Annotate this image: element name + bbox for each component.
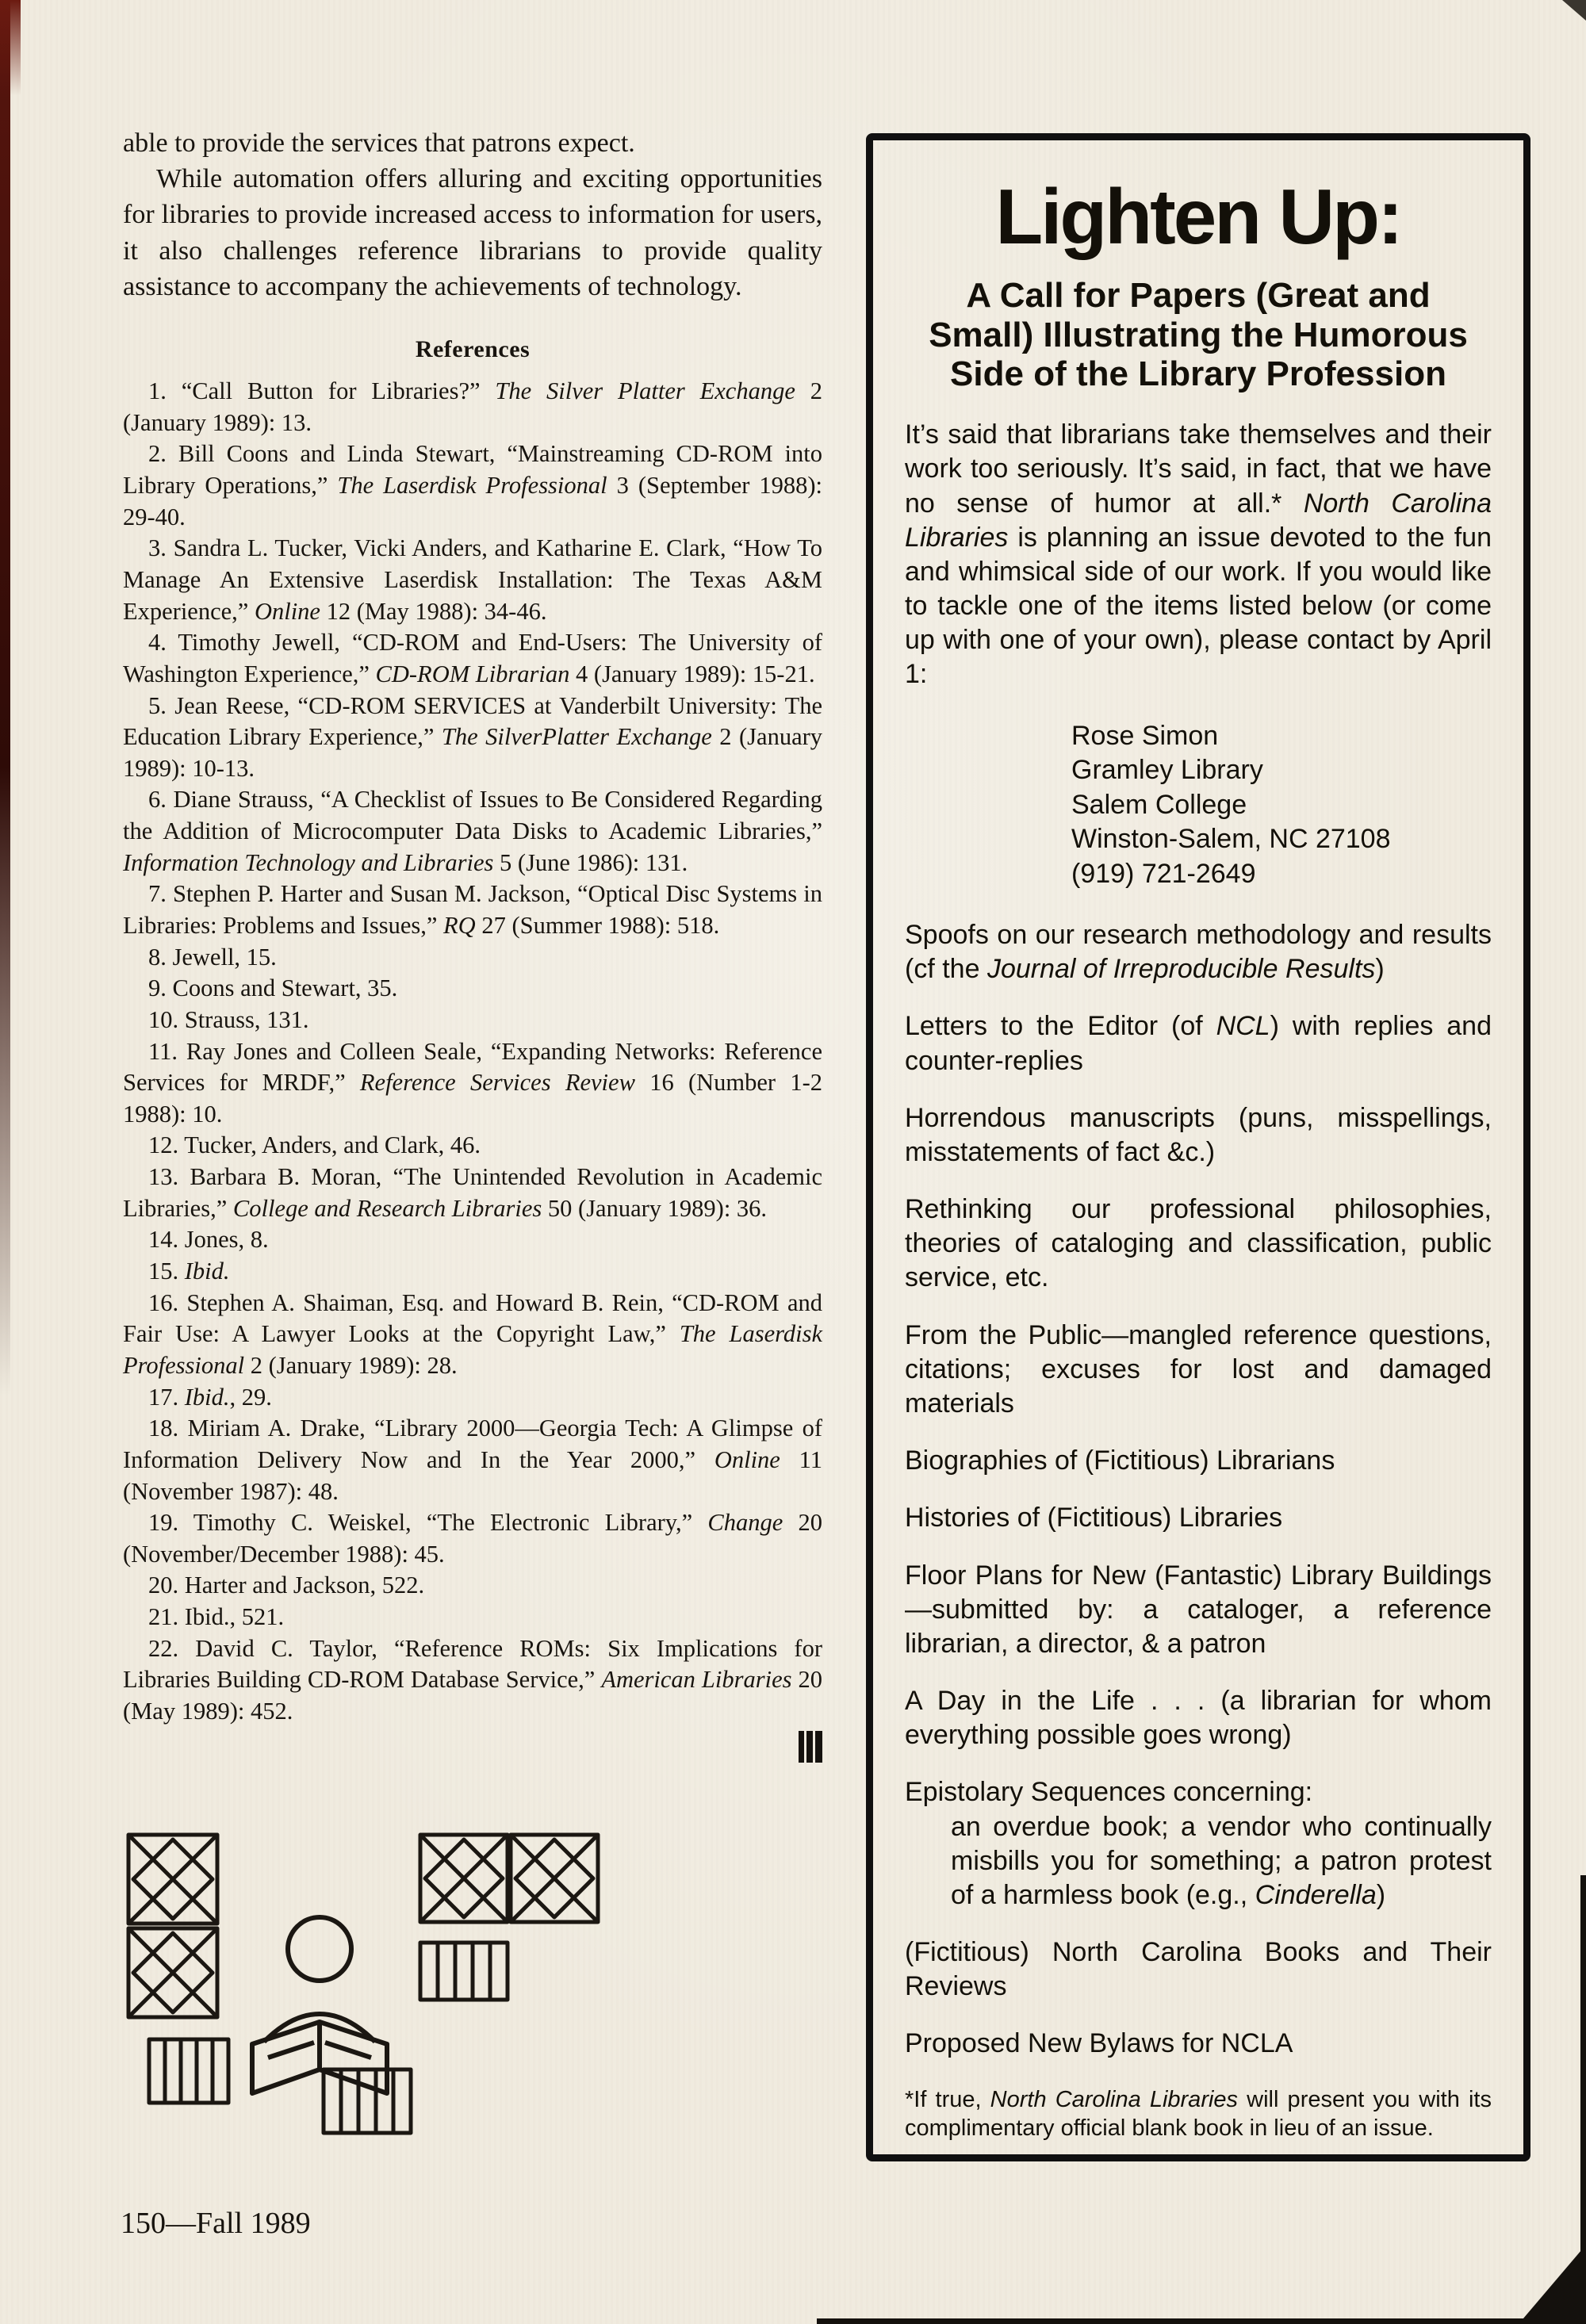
ad-subtitle: A Call for Papers (Great and Small) Illustrating the Humorous Side of the Library Profession	[929, 276, 1468, 394]
ad-contact-line: (919) 721-2649	[1071, 858, 1256, 889]
call-for-papers-box	[866, 133, 1530, 2161]
ad-footnote: *If true, North Carolina Libraries will present you with its complimentary official blank book in lieu of an issue.	[905, 2086, 1492, 2142]
ad-list-item: Proposed New Bylaws for NCLA	[905, 2028, 1293, 2059]
library-collage-svg	[125, 1832, 601, 2141]
scan-corner-bottom-right	[1519, 2245, 1586, 2324]
scan-edge-bottom	[817, 2318, 1586, 2324]
ad-list-item: Rethinking our professional philosophies, theories of cataloging and classification, public service, etc.	[905, 1194, 1492, 1293]
reference-item: 14. Jones, 8.	[148, 1226, 269, 1254]
left-text-column	[123, 125, 822, 1763]
ad-list-item: A Day in the Life . . . (a librarian for whom everything possible goes wrong)	[905, 1686, 1492, 1751]
ad-list-item: Horrendous manuscripts (puns, misspellings, misstatements of fact &c.)	[905, 1102, 1492, 1167]
reference-item: 5. Jean Reese, “CD-ROM SERVICES at Vanderbilt University: The Education Library Experience,” The SilverPlatter Exchange 2 (January 1989): 10-13.	[123, 691, 823, 782]
ad-contact-line: Salem College	[1071, 789, 1247, 820]
ad-list-item: Floor Plans for New (Fantastic) Library Buildings—submitted by: a cataloger, a reference librarian, a director, & a patron	[905, 1560, 1492, 1659]
reference-item: 18. Miriam A. Drake, “Library 2000—Georgia Tech: A Glimpse of Information Delivery Now and In the Year 2000,” Online 11 (November 1987): 48.	[123, 1415, 822, 1505]
ad-list-subitem: an overdue book; a vendor who continually misbills you for something; a patron protest of a harmless book (e.g., Cinderella)	[951, 1811, 1492, 1910]
reference-item: 1. “Call Button for Libraries?” The Silver Platter Exchange 2 (January 1989): 13.	[123, 377, 823, 436]
end-of-article-row	[123, 1731, 822, 1763]
article-paragraph: While automation offers alluring and exciting opportunities for libraries to provide increased access to information for users, it also challenges reference librarians to provide quality assistance to accompany the achievements of technology.	[123, 164, 822, 301]
references-list	[123, 376, 822, 1728]
ad-items-list	[905, 918, 1492, 2061]
page-number-footer: 150—Fall 1989	[121, 2207, 311, 2240]
reference-item: 21. Ibid., 521.	[148, 1603, 285, 1631]
ad-title: Lighten Up:	[995, 173, 1401, 260]
ad-contact-line: Winston-Salem, NC 27108	[1071, 824, 1391, 855]
quilt-tile-icon	[511, 1835, 598, 1922]
ad-contact-line: Rose Simon	[1071, 720, 1219, 751]
ad-list-item: Histories of (Fictitious) Libraries	[905, 1503, 1283, 1533]
reference-item: 10. Strauss, 131.	[148, 1005, 309, 1033]
reference-item: 4. Timothy Jewell, “CD-ROM and End-Users: The University of Washington Experience,” CD-ROM Librarian 4 (January 1989): 15-21.	[123, 629, 822, 687]
ad-intro: It’s said that librarians take themselves and their work too seriously. It’s said, in fact, that we have no sense of humor at all.* North Carolina Libraries is planning an issue devoted to the fun and whimsical side of our work. If you would like to tackle one of the items listed below (or come up with one of your own), please contact by April 1:	[905, 419, 1492, 690]
reference-item: 7. Stephen P. Harter and Susan M. Jackson, “Optical Disc Systems in Libraries: Problems and Issues,” RQ 27 (Summer 1988): 518.	[123, 880, 822, 939]
reference-item: 20. Harter and Jackson, 522.	[148, 1572, 425, 1599]
reference-item: 12. Tucker, Anders, and Clark, 46.	[148, 1131, 481, 1159]
reference-item: 17. Ibid., 29.	[148, 1383, 272, 1411]
quilt-tile-icon	[128, 1928, 217, 2017]
ad-contact-line: Gramley Library	[1071, 755, 1263, 786]
reference-item: 3. Sandra L. Tucker, Vicki Anders, and Katharine E. Clark, “How To Manage An Extensive Laserdisk Installation: The Texas A&M Experience,” Online 12 (May 1988): 34-46.	[123, 534, 822, 625]
reference-item: 15. Ibid.	[148, 1258, 230, 1285]
references-heading: References	[415, 336, 531, 363]
reference-item: 22. David C. Taylor, “Reference ROMs: Six Implications for Libraries Building CD-ROM Database Service,” American Libraries 20 (May 1989): 452.	[123, 1634, 822, 1725]
scan-edge-right	[1580, 1875, 1586, 2324]
ad-list-item: From the Public—mangled reference questions, citations; excuses for lost and damaged materials	[905, 1319, 1492, 1419]
end-of-article-icon	[799, 1731, 822, 1763]
reference-item: 11. Ray Jones and Colleen Seale, “Expanding Networks: Reference Services for MRDF,” Reference Services Review 16 (Number 1-2 1988): 10.	[123, 1037, 823, 1128]
reference-item: 19. Timothy C. Weiskel, “The Electronic Library,” Change 20 (November/December 1988): 45.	[123, 1509, 822, 1568]
person-reading-icon	[252, 1917, 387, 2093]
reference-item: 2. Bill Coons and Linda Stewart, “Mainstreaming CD-ROM into Library Operations,” The Laserdisk Professional 3 (September 1988): 29-40.	[123, 440, 823, 530]
quilt-tile-icon	[128, 1835, 217, 1924]
ad-list-item: Letters to the Editor (of NCL) with replies and counter-replies	[905, 1011, 1492, 1076]
article-paragraph: able to provide the services that patrons expect.	[123, 128, 635, 158]
reference-item: 9. Coons and Stewart, 35.	[148, 974, 398, 1002]
ad-list-item: Spoofs on our research methodology and results (cf the Journal of Irreproducible Results)	[905, 920, 1492, 985]
ad-list-item: Biographies of (Fictitious) Librarians	[905, 1445, 1335, 1476]
ad-contact-block	[1071, 719, 1492, 892]
reference-item: 13. Barbara B. Moran, “The Unintended Revolution in Academic Libraries,” College and Research Libraries 50 (January 1989): 36.	[123, 1163, 822, 1222]
scan-edge-left-top	[0, 0, 21, 95]
reference-item: 16. Stephen A. Shaiman, Esq. and Howard B. Rein, “CD-ROM and Fair Use: A Lawyer Looks at the Copyright Law,” The Laserdisk Professional 2 (January 1989): 28.	[123, 1288, 822, 1379]
quilt-tile-icon	[420, 1835, 508, 1922]
book-stack-icon	[149, 2039, 228, 2103]
ad-list-item: Epistolary Sequences concerning: an overdue book; a vendor who continually misbills you for something; a patron protest of a harmless book (e.g., Cinderella)	[905, 1775, 1492, 1912]
reference-item: 6. Diane Strauss, “A Checklist of Issues to Be Considered Regarding the Addition of Microcomputer Data Disks to Academic Libraries,” Information Technology and Libraries 5 (June 1986): 131.	[123, 786, 822, 876]
ad-list-item: (Fictitious) North Carolina Books and Their Reviews	[905, 1937, 1492, 2002]
library-collage-illustration	[125, 1832, 601, 2145]
scan-edge-left	[0, 0, 10, 1396]
scan-corner-top-right	[1562, 0, 1586, 21]
reference-item: 8. Jewell, 15.	[148, 943, 277, 971]
book-stack-icon	[324, 2069, 411, 2133]
book-stack-icon	[420, 1943, 508, 2000]
